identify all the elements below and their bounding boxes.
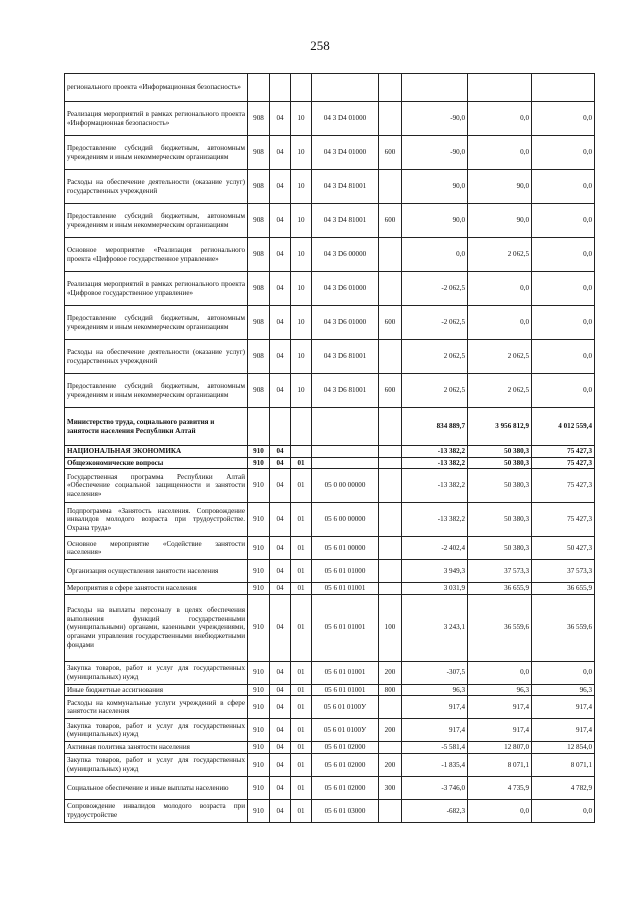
row-expense-type <box>379 408 402 446</box>
row-name: Министерство труда, социального развития и занятости населения Республики Алтай <box>65 408 248 446</box>
row-amount-3: 4 012 559,4 <box>532 408 595 446</box>
row-amount-3: 0,0 <box>532 306 595 340</box>
row-pr-code: 01 <box>291 583 312 595</box>
row-name: НАЦИОНАЛЬНАЯ ЭКОНОМИКА <box>65 446 248 458</box>
table-row <box>65 753 595 776</box>
row-target-article: 04 3 D4 81001 <box>312 170 379 204</box>
row-amount-1: 3 949,3 <box>402 560 468 583</box>
row-expense-type <box>379 742 402 754</box>
row-name: Расходы на обеспечение деятельности (оказание услуг) государственных учреждений <box>65 340 248 374</box>
row-amount-2: 917,4 <box>468 719 532 742</box>
row-name: Предоставление субсидий бюджетным, автономным учреждениям и иным некоммерческим организациям <box>65 374 248 408</box>
table-row <box>65 594 595 661</box>
row-amount-1: -13 382,2 <box>402 469 468 503</box>
row-target-article: 05 6 01 0100У <box>312 696 379 719</box>
row-rz-code: 04 <box>270 594 291 661</box>
row-rz-code: 04 <box>270 102 291 136</box>
row-amount-1: 90,0 <box>402 204 468 238</box>
row-amount-2: 90,0 <box>468 170 532 204</box>
table-row <box>65 776 595 799</box>
row-gr-code: 908 <box>248 238 270 272</box>
row-amount-1: 3 031,9 <box>402 583 468 595</box>
row-pr-code: 01 <box>291 560 312 583</box>
row-name: Государственная программа Республики Алтай «Обеспечение социальной защищенности и занятости населения» <box>65 469 248 503</box>
row-expense-type <box>379 340 402 374</box>
row-pr-code: 10 <box>291 204 312 238</box>
row-amount-3: 4 782,9 <box>532 776 595 799</box>
table-row <box>65 340 595 374</box>
row-gr-code: 910 <box>248 560 270 583</box>
row-rz-code: 04 <box>270 306 291 340</box>
row-target-article: 05 6 01 00000 <box>312 537 379 560</box>
row-amount-3: 8 071,1 <box>532 753 595 776</box>
row-pr-code: 01 <box>291 799 312 822</box>
row-amount-1: 834 889,7 <box>402 408 468 446</box>
row-gr-code: 910 <box>248 594 270 661</box>
row-amount-3: 0,0 <box>532 374 595 408</box>
row-amount-3: 75 427,3 <box>532 446 595 458</box>
row-amount-3: 0,0 <box>532 170 595 204</box>
row-name: Расходы на коммунальные услуги учреждений в сфере занятости населения <box>65 696 248 719</box>
row-target-article: 05 6 01 01000 <box>312 560 379 583</box>
row-amount-1: 3 243,1 <box>402 594 468 661</box>
page-number: 258 <box>310 38 330 53</box>
row-rz-code: 04 <box>270 799 291 822</box>
table-row <box>65 306 595 340</box>
row-amount-3: 75 427,3 <box>532 457 595 469</box>
row-target-article: 05 6 01 02000 <box>312 753 379 776</box>
table-row <box>65 799 595 822</box>
row-rz-code: 04 <box>270 340 291 374</box>
row-target-article: 05 6 01 02000 <box>312 776 379 799</box>
row-rz-code: 04 <box>270 719 291 742</box>
row-amount-3: 37 573,3 <box>532 560 595 583</box>
row-target-article: 05 0 00 00000 <box>312 469 379 503</box>
row-gr-code: 908 <box>248 204 270 238</box>
row-gr-code: 910 <box>248 583 270 595</box>
row-gr-code: 910 <box>248 799 270 822</box>
row-pr-code: 10 <box>291 238 312 272</box>
row-pr-code <box>291 446 312 458</box>
table-row <box>65 537 595 560</box>
row-amount-1: -13 382,2 <box>402 503 468 537</box>
row-pr-code: 10 <box>291 136 312 170</box>
row-expense-type <box>379 457 402 469</box>
row-expense-type <box>379 170 402 204</box>
row-amount-2 <box>468 74 532 102</box>
row-pr-code: 10 <box>291 306 312 340</box>
row-expense-type: 300 <box>379 776 402 799</box>
row-rz-code: 04 <box>270 272 291 306</box>
row-gr-code: 908 <box>248 306 270 340</box>
row-expense-type <box>379 469 402 503</box>
row-target-article: 04 3 D6 01000 <box>312 272 379 306</box>
row-pr-code: 01 <box>291 719 312 742</box>
row-gr-code: 910 <box>248 684 270 696</box>
row-target-article: 04 3 D6 00000 <box>312 238 379 272</box>
row-expense-type <box>379 74 402 102</box>
row-rz-code: 04 <box>270 446 291 458</box>
row-name: Расходы на обеспечение деятельности (оказание услуг) государственных учреждений <box>65 170 248 204</box>
row-gr-code: 908 <box>248 374 270 408</box>
row-target-article: 05 6 01 02000 <box>312 742 379 754</box>
row-amount-1: -1 835,4 <box>402 753 468 776</box>
row-amount-1: 2 062,5 <box>402 374 468 408</box>
row-amount-3: 50 427,3 <box>532 537 595 560</box>
row-rz-code <box>270 74 291 102</box>
row-rz-code: 04 <box>270 457 291 469</box>
table-row <box>65 583 595 595</box>
row-amount-2: 0,0 <box>468 661 532 684</box>
row-target-article: 05 6 01 03000 <box>312 799 379 822</box>
row-gr-code: 910 <box>248 696 270 719</box>
row-target-article: 04 3 D4 01000 <box>312 102 379 136</box>
row-target-article <box>312 457 379 469</box>
row-pr-code: 01 <box>291 503 312 537</box>
row-amount-2: 2 062,5 <box>468 340 532 374</box>
table-row <box>65 170 595 204</box>
row-expense-type <box>379 446 402 458</box>
row-gr-code: 908 <box>248 102 270 136</box>
row-gr-code: 908 <box>248 340 270 374</box>
row-amount-3: 0,0 <box>532 204 595 238</box>
row-gr-code: 910 <box>248 537 270 560</box>
row-amount-2: 50 380,3 <box>468 446 532 458</box>
row-amount-2: 0,0 <box>468 799 532 822</box>
table-row <box>65 446 595 458</box>
table-row <box>65 74 595 102</box>
row-gr-code: 910 <box>248 719 270 742</box>
row-expense-type <box>379 238 402 272</box>
row-rz-code: 04 <box>270 583 291 595</box>
row-amount-2: 8 071,1 <box>468 753 532 776</box>
row-target-article: 05 6 01 0100У <box>312 719 379 742</box>
row-amount-1: 2 062,5 <box>402 340 468 374</box>
row-pr-code: 01 <box>291 742 312 754</box>
row-amount-1: -90,0 <box>402 102 468 136</box>
row-rz-code: 04 <box>270 742 291 754</box>
row-pr-code: 01 <box>291 469 312 503</box>
row-name: Организация осуществления занятости населения <box>65 560 248 583</box>
row-pr-code: 01 <box>291 753 312 776</box>
row-amount-3: 0,0 <box>532 340 595 374</box>
row-pr-code: 01 <box>291 661 312 684</box>
table-row <box>65 696 595 719</box>
row-rz-code: 04 <box>270 537 291 560</box>
row-name: Реализация мероприятий в рамках регионального проекта «Цифровое государственное управление» <box>65 272 248 306</box>
row-expense-type: 200 <box>379 753 402 776</box>
row-gr-code <box>248 74 270 102</box>
table-row <box>65 204 595 238</box>
row-rz-code: 04 <box>270 170 291 204</box>
row-amount-2: 0,0 <box>468 136 532 170</box>
table-row <box>65 684 595 696</box>
row-rz-code: 04 <box>270 374 291 408</box>
row-expense-type: 600 <box>379 374 402 408</box>
row-rz-code: 04 <box>270 661 291 684</box>
row-name: Активная политика занятости населения <box>65 742 248 754</box>
row-amount-3: 917,4 <box>532 696 595 719</box>
row-amount-2: 917,4 <box>468 696 532 719</box>
row-expense-type: 600 <box>379 306 402 340</box>
row-pr-code: 10 <box>291 374 312 408</box>
row-amount-1: -90,0 <box>402 136 468 170</box>
row-expense-type <box>379 503 402 537</box>
row-expense-type: 600 <box>379 136 402 170</box>
table-row <box>65 374 595 408</box>
row-pr-code: 10 <box>291 272 312 306</box>
table-row <box>65 661 595 684</box>
table-row <box>65 238 595 272</box>
row-amount-3: 0,0 <box>532 136 595 170</box>
row-amount-2: 36 655,9 <box>468 583 532 595</box>
row-name: Закупка товаров, работ и услуг для государственных (муниципальных) нужд <box>65 753 248 776</box>
row-name: Мероприятия в сфере занятости населения <box>65 583 248 595</box>
row-target-article: 04 3 D6 81001 <box>312 374 379 408</box>
row-amount-1: -2 062,5 <box>402 306 468 340</box>
row-amount-1: 90,0 <box>402 170 468 204</box>
row-amount-2: 0,0 <box>468 102 532 136</box>
row-expense-type <box>379 102 402 136</box>
row-amount-2: 96,3 <box>468 684 532 696</box>
row-amount-1: -682,3 <box>402 799 468 822</box>
row-target-article <box>312 408 379 446</box>
table-row <box>65 408 595 446</box>
row-amount-2: 0,0 <box>468 306 532 340</box>
row-expense-type <box>379 696 402 719</box>
row-target-article: 04 3 D6 01000 <box>312 306 379 340</box>
row-gr-code: 910 <box>248 503 270 537</box>
row-amount-3: 0,0 <box>532 799 595 822</box>
row-rz-code: 04 <box>270 560 291 583</box>
row-target-article: 04 3 D4 01000 <box>312 136 379 170</box>
row-expense-type <box>379 583 402 595</box>
row-gr-code: 910 <box>248 776 270 799</box>
row-amount-2: 50 380,3 <box>468 457 532 469</box>
row-amount-3: 0,0 <box>532 102 595 136</box>
row-name: Иные бюджетные ассигнования <box>65 684 248 696</box>
row-expense-type <box>379 537 402 560</box>
row-amount-1: -13 382,2 <box>402 446 468 458</box>
row-amount-1: 0,0 <box>402 238 468 272</box>
row-gr-code: 908 <box>248 272 270 306</box>
row-expense-type <box>379 272 402 306</box>
row-amount-2: 37 573,3 <box>468 560 532 583</box>
row-amount-1: -5 581,4 <box>402 742 468 754</box>
table-row <box>65 719 595 742</box>
table-body <box>65 74 595 823</box>
table-row <box>65 136 595 170</box>
row-amount-2: 2 062,5 <box>468 238 532 272</box>
row-amount-3: 0,0 <box>532 238 595 272</box>
row-name: Предоставление субсидий бюджетным, автономным учреждениям и иным некоммерческим организациям <box>65 204 248 238</box>
row-target-article: 05 6 01 01001 <box>312 594 379 661</box>
row-target-article: 05 6 01 01001 <box>312 684 379 696</box>
table-row <box>65 272 595 306</box>
row-gr-code: 910 <box>248 446 270 458</box>
row-name: Закупка товаров, работ и услуг для государственных (муниципальных) нужд <box>65 719 248 742</box>
row-expense-type: 200 <box>379 719 402 742</box>
row-amount-1: 917,4 <box>402 696 468 719</box>
row-name: Предоставление субсидий бюджетным, автономным учреждениям и иным некоммерческим организациям <box>65 136 248 170</box>
row-gr-code <box>248 408 270 446</box>
row-pr-code: 10 <box>291 170 312 204</box>
table-row <box>65 102 595 136</box>
row-name: Реализация мероприятий в рамках регионального проекта «Информационная безопасность» <box>65 102 248 136</box>
row-amount-2: 50 380,3 <box>468 503 532 537</box>
row-pr-code <box>291 74 312 102</box>
row-amount-2: 0,0 <box>468 272 532 306</box>
row-expense-type: 100 <box>379 594 402 661</box>
row-amount-3: 0,0 <box>532 272 595 306</box>
row-amount-1: -3 746,0 <box>402 776 468 799</box>
row-rz-code <box>270 408 291 446</box>
row-expense-type: 600 <box>379 204 402 238</box>
row-name: Сопровождение инвалидов молодого возраста при трудоустройстве <box>65 799 248 822</box>
row-amount-2: 50 380,3 <box>468 469 532 503</box>
row-amount-2: 50 380,3 <box>468 537 532 560</box>
row-name: Общеэкономические вопросы <box>65 457 248 469</box>
row-rz-code: 04 <box>270 136 291 170</box>
row-pr-code: 01 <box>291 696 312 719</box>
row-amount-1: -13 382,2 <box>402 457 468 469</box>
row-gr-code: 910 <box>248 661 270 684</box>
row-target-article: 05 6 01 01001 <box>312 661 379 684</box>
row-amount-1: -307,5 <box>402 661 468 684</box>
row-rz-code: 04 <box>270 696 291 719</box>
table-row <box>65 742 595 754</box>
row-expense-type: 200 <box>379 661 402 684</box>
row-amount-3: 36 655,9 <box>532 583 595 595</box>
row-amount-2: 2 062,5 <box>468 374 532 408</box>
row-name: Предоставление субсидий бюджетным, автономным учреждениям и иным некоммерческим организациям <box>65 306 248 340</box>
row-name: Подпрограмма «Занятость населения. Сопровождение инвалидов молодого возраста при трудоустройстве. Охрана труда» <box>65 503 248 537</box>
table-row <box>65 457 595 469</box>
row-expense-type <box>379 560 402 583</box>
row-gr-code: 910 <box>248 753 270 776</box>
row-amount-3: 75 427,3 <box>532 469 595 503</box>
row-amount-3: 75 427,3 <box>532 503 595 537</box>
row-pr-code: 10 <box>291 102 312 136</box>
row-rz-code: 04 <box>270 776 291 799</box>
row-rz-code: 04 <box>270 238 291 272</box>
row-amount-2: 36 559,6 <box>468 594 532 661</box>
table-row <box>65 469 595 503</box>
row-amount-2: 90,0 <box>468 204 532 238</box>
row-target-article: 05 6 00 00000 <box>312 503 379 537</box>
row-amount-1: -2 402,4 <box>402 537 468 560</box>
row-name: Основное мероприятие «Содействие занятости населения» <box>65 537 248 560</box>
row-amount-3: 96,3 <box>532 684 595 696</box>
row-pr-code: 01 <box>291 776 312 799</box>
row-amount-3: 12 854,0 <box>532 742 595 754</box>
row-target-article: 05 6 01 01001 <box>312 583 379 595</box>
row-gr-code: 910 <box>248 457 270 469</box>
row-gr-code: 910 <box>248 469 270 503</box>
row-rz-code: 04 <box>270 753 291 776</box>
row-amount-3 <box>532 74 595 102</box>
row-amount-1: -2 062,5 <box>402 272 468 306</box>
row-rz-code: 04 <box>270 503 291 537</box>
row-rz-code: 04 <box>270 684 291 696</box>
row-amount-1: 917,4 <box>402 719 468 742</box>
row-target-article: 04 3 D6 81001 <box>312 340 379 374</box>
row-amount-3: 917,4 <box>532 719 595 742</box>
row-pr-code: 01 <box>291 684 312 696</box>
row-name: Расходы на выплаты персоналу в целях обеспечения выполнения функций государственными (муниципальными) органами, казенными учреждениями, органами управления государственными внебюджетными фондами <box>65 594 248 661</box>
row-amount-2: 12 807,0 <box>468 742 532 754</box>
row-amount-2: 4 735,9 <box>468 776 532 799</box>
row-expense-type: 800 <box>379 684 402 696</box>
row-expense-type <box>379 799 402 822</box>
row-name: Основное мероприятие «Реализация регионального проекта «Цифровое государственное управление» <box>65 238 248 272</box>
row-gr-code: 910 <box>248 742 270 754</box>
row-name: Закупка товаров, работ и услуг для государственных (муниципальных) нужд <box>65 661 248 684</box>
row-rz-code: 04 <box>270 204 291 238</box>
row-pr-code: 01 <box>291 537 312 560</box>
budget-table <box>64 73 595 823</box>
row-amount-3: 36 559,6 <box>532 594 595 661</box>
row-gr-code: 908 <box>248 170 270 204</box>
row-name: регионального проекта «Информационная безопасность» <box>65 74 248 102</box>
row-rz-code: 04 <box>270 469 291 503</box>
table-row <box>65 503 595 537</box>
row-target-article <box>312 446 379 458</box>
row-target-article <box>312 74 379 102</box>
row-pr-code: 01 <box>291 457 312 469</box>
table-row <box>65 560 595 583</box>
row-gr-code: 908 <box>248 136 270 170</box>
row-name: Социальное обеспечение и иные выплаты населению <box>65 776 248 799</box>
row-amount-1: 96,3 <box>402 684 468 696</box>
row-target-article: 04 3 D4 81001 <box>312 204 379 238</box>
row-amount-3: 0,0 <box>532 661 595 684</box>
row-pr-code: 10 <box>291 340 312 374</box>
row-amount-2: 3 956 812,9 <box>468 408 532 446</box>
row-amount-1 <box>402 74 468 102</box>
row-pr-code <box>291 408 312 446</box>
row-pr-code: 01 <box>291 594 312 661</box>
